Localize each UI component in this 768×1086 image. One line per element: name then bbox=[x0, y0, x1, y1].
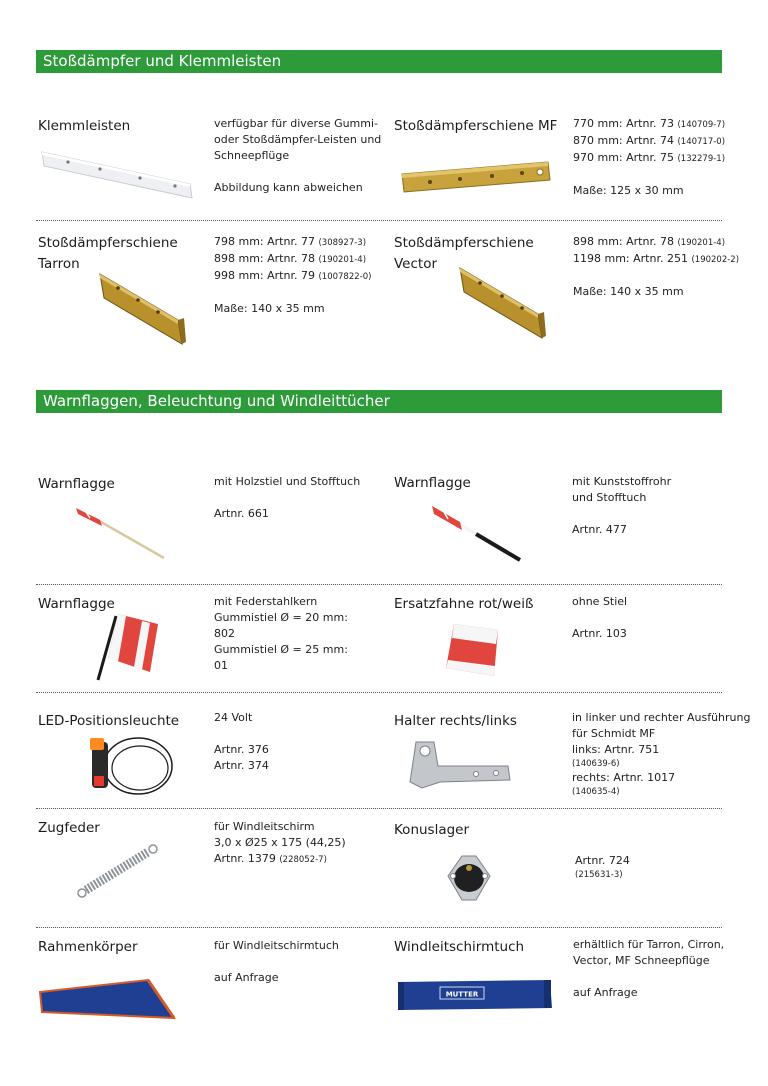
info-line: Artnr. 1379 (228052-7) bbox=[214, 852, 327, 865]
product-name-line: Windleitschirmtuch bbox=[394, 939, 525, 955]
info-line: 898 mm: Artnr. 78 (190201-4) bbox=[214, 252, 367, 265]
row-divider bbox=[36, 692, 722, 693]
product-name-warnflagge-kunststoffrohr bbox=[394, 473, 471, 494]
product-name-zugfeder bbox=[38, 818, 100, 839]
product-name-windleitschirmtuch bbox=[394, 937, 524, 958]
info-line: 770 mm: Artnr. 73 (140709-7) bbox=[573, 117, 726, 130]
product-name-ersatzfahne bbox=[394, 594, 533, 615]
klemmleiste-image bbox=[40, 140, 200, 208]
product-name-rahmenkoerper bbox=[38, 937, 138, 958]
info-line: (215631-3) bbox=[575, 870, 623, 880]
product-name-line: Stoßdämpferschiene MF bbox=[394, 118, 558, 134]
info-line: Schneepflüge bbox=[214, 149, 290, 162]
info-spacer bbox=[214, 285, 371, 301]
info-spacer bbox=[214, 490, 360, 506]
info-line: 998 mm: Artnr. 79 (1007822-0) bbox=[214, 269, 372, 282]
product-name-klemmleisten bbox=[38, 116, 130, 137]
product-info-klemmleisten bbox=[214, 116, 381, 196]
info-line: in linker und rechter Ausführung bbox=[572, 711, 751, 724]
product-name-line: LED-Positionsleuchte bbox=[38, 713, 180, 729]
info-line: 802 bbox=[214, 627, 235, 640]
windleitschirmtuch-image bbox=[396, 978, 554, 1014]
product-name-halter bbox=[394, 711, 517, 732]
product-name-line: Stoßdämpferschiene bbox=[394, 235, 534, 251]
info-spacer bbox=[575, 821, 630, 837]
info-spacer bbox=[214, 164, 381, 180]
product-info-konuslager bbox=[575, 821, 630, 881]
info-line: 01 bbox=[214, 659, 228, 672]
info-line: 970 mm: Artnr. 75 (132279-1) bbox=[573, 151, 726, 164]
product-info-stossdaempferschiene-vector bbox=[573, 234, 739, 300]
product-info-zugfeder bbox=[214, 819, 346, 868]
info-line: Artnr. 477 bbox=[572, 523, 627, 536]
ersatzfahne-image bbox=[440, 620, 510, 680]
info-line: Gummistiel Ø = 20 mm: bbox=[214, 611, 348, 624]
product-name-line: Rahmenkörper bbox=[38, 939, 138, 955]
info-line: 898 mm: Artnr. 78 (190201-4) bbox=[573, 235, 726, 248]
product-name-stossdaempferschiene-mf bbox=[394, 116, 557, 137]
product-info-warnflagge-kunststoffrohr bbox=[572, 474, 671, 538]
info-line: mit Federstahlkern bbox=[214, 595, 318, 608]
info-line: links: Artnr. 751 bbox=[572, 743, 660, 756]
product-info-stossdaempferschiene-tarron bbox=[214, 234, 371, 317]
info-line: Maße: 140 x 35 mm bbox=[214, 302, 325, 315]
info-line: Artnr. 103 bbox=[572, 627, 627, 640]
info-line: für Schmidt MF bbox=[572, 727, 656, 740]
info-line: (140639-6) bbox=[572, 759, 620, 769]
info-line: 3,0 x Ø25 x 175 (44,25) bbox=[214, 836, 346, 849]
info-line: 24 Volt bbox=[214, 711, 253, 724]
info-spacer bbox=[214, 954, 339, 970]
zugfeder-image bbox=[76, 842, 160, 898]
product-name-konuslager bbox=[394, 820, 469, 841]
info-line: rechts: Artnr. 1017 bbox=[572, 771, 676, 784]
info-line: Artnr. 376 bbox=[214, 743, 269, 756]
product-info-led-positionsleuchte bbox=[214, 710, 269, 774]
info-line: mit Holzstiel und Stofftuch bbox=[214, 475, 361, 488]
info-line: erhältlich für Tarron, Cirron, bbox=[573, 938, 725, 951]
info-line: Artnr. 374 bbox=[214, 759, 269, 772]
product-name-led-positionsleuchte bbox=[38, 711, 179, 732]
stossdaempferschiene-mf-image bbox=[400, 160, 550, 200]
info-line: ohne Stiel bbox=[572, 595, 628, 608]
info-line: (140635-4) bbox=[572, 787, 620, 797]
stossdaempferschiene-vector-image bbox=[458, 262, 548, 342]
info-line: mit Kunststoffrohr bbox=[572, 475, 672, 488]
info-spacer bbox=[572, 506, 671, 522]
section-banner-stossdaempfer: Stoßdämpfer und Klemmleisten bbox=[36, 50, 722, 73]
stossdaempferschiene-tarron-image bbox=[98, 268, 188, 348]
info-line: Vector, MF Schneepflüge bbox=[573, 954, 710, 967]
product-name-line: Vector bbox=[394, 256, 438, 272]
product-info-stossdaempferschiene-mf bbox=[573, 116, 725, 199]
info-spacer bbox=[572, 610, 627, 626]
info-line: Maße: 125 x 30 mm bbox=[573, 184, 684, 197]
product-info-rahmenkoerper bbox=[214, 938, 339, 986]
info-line: für Windleitschirmtuch bbox=[214, 939, 339, 952]
product-name-line: Warnflagge bbox=[38, 476, 115, 492]
info-line: und Stofftuch bbox=[572, 491, 647, 504]
product-info-warnflagge-holzstiel bbox=[214, 474, 360, 522]
info-line: Artnr. 724 bbox=[575, 854, 630, 867]
product-info-warnflagge-federstahl bbox=[214, 594, 348, 674]
product-name-line: Tarron bbox=[38, 256, 80, 272]
info-line: 870 mm: Artnr. 74 (140717-0) bbox=[573, 134, 726, 147]
row-divider bbox=[36, 808, 722, 809]
info-line: oder Stoßdämpfer-Leisten und bbox=[214, 133, 382, 146]
info-spacer bbox=[573, 969, 724, 985]
warnflagge-federstahl-image bbox=[92, 610, 172, 686]
row-divider bbox=[36, 927, 722, 928]
rahmenkoerper-image bbox=[38, 978, 178, 1022]
info-line: verfügbar für diverse Gummi- bbox=[214, 117, 379, 130]
product-name-line: Zugfeder bbox=[38, 820, 100, 836]
info-line: für Windleitschirm bbox=[214, 820, 315, 833]
info-spacer bbox=[575, 837, 630, 853]
info-line: Gummistiel Ø = 25 mm: bbox=[214, 643, 348, 656]
product-name-line: Konuslager bbox=[394, 822, 470, 838]
warnflagge-kunststoffrohr-image bbox=[426, 500, 526, 570]
product-name-line: Stoßdämpferschiene bbox=[38, 235, 178, 251]
row-divider bbox=[36, 584, 722, 585]
product-name-line: Ersatzfahne rot/weiß bbox=[394, 596, 534, 612]
product-name-line: Halter rechts/links bbox=[394, 713, 517, 729]
warnflagge-holzstiel-image bbox=[72, 500, 172, 570]
brand-logo: MUTTER bbox=[445, 990, 479, 999]
led-positionsleuchte-image bbox=[82, 732, 182, 802]
info-line: 1198 mm: Artnr. 251 (190202-2) bbox=[573, 252, 740, 265]
row-divider bbox=[36, 220, 722, 221]
konuslager-image bbox=[444, 846, 494, 908]
info-line: 798 mm: Artnr. 77 (308927-3) bbox=[214, 235, 367, 248]
info-line: Artnr. 661 bbox=[214, 507, 269, 520]
product-name-line: Klemmleisten bbox=[38, 118, 131, 134]
info-spacer bbox=[573, 268, 739, 284]
product-info-windleitschirmtuch bbox=[573, 937, 724, 1001]
info-spacer bbox=[573, 167, 725, 183]
product-name-warnflagge-holzstiel bbox=[38, 474, 115, 495]
info-line: Abbildung kann abweichen bbox=[214, 181, 363, 194]
product-name-line: Warnflagge bbox=[394, 475, 471, 491]
info-line: Maße: 140 x 35 mm bbox=[573, 285, 684, 298]
product-name-line: Warnflagge bbox=[38, 596, 115, 612]
halter-image bbox=[400, 736, 516, 796]
info-line: auf Anfrage bbox=[214, 971, 279, 984]
product-info-ersatzfahne bbox=[572, 594, 627, 642]
info-line: auf Anfrage bbox=[573, 986, 638, 999]
info-spacer bbox=[214, 726, 269, 742]
product-info-halter bbox=[572, 710, 750, 798]
section-banner-warnflaggen: Warnflaggen, Beleuchtung und Windleittücher bbox=[36, 390, 722, 413]
